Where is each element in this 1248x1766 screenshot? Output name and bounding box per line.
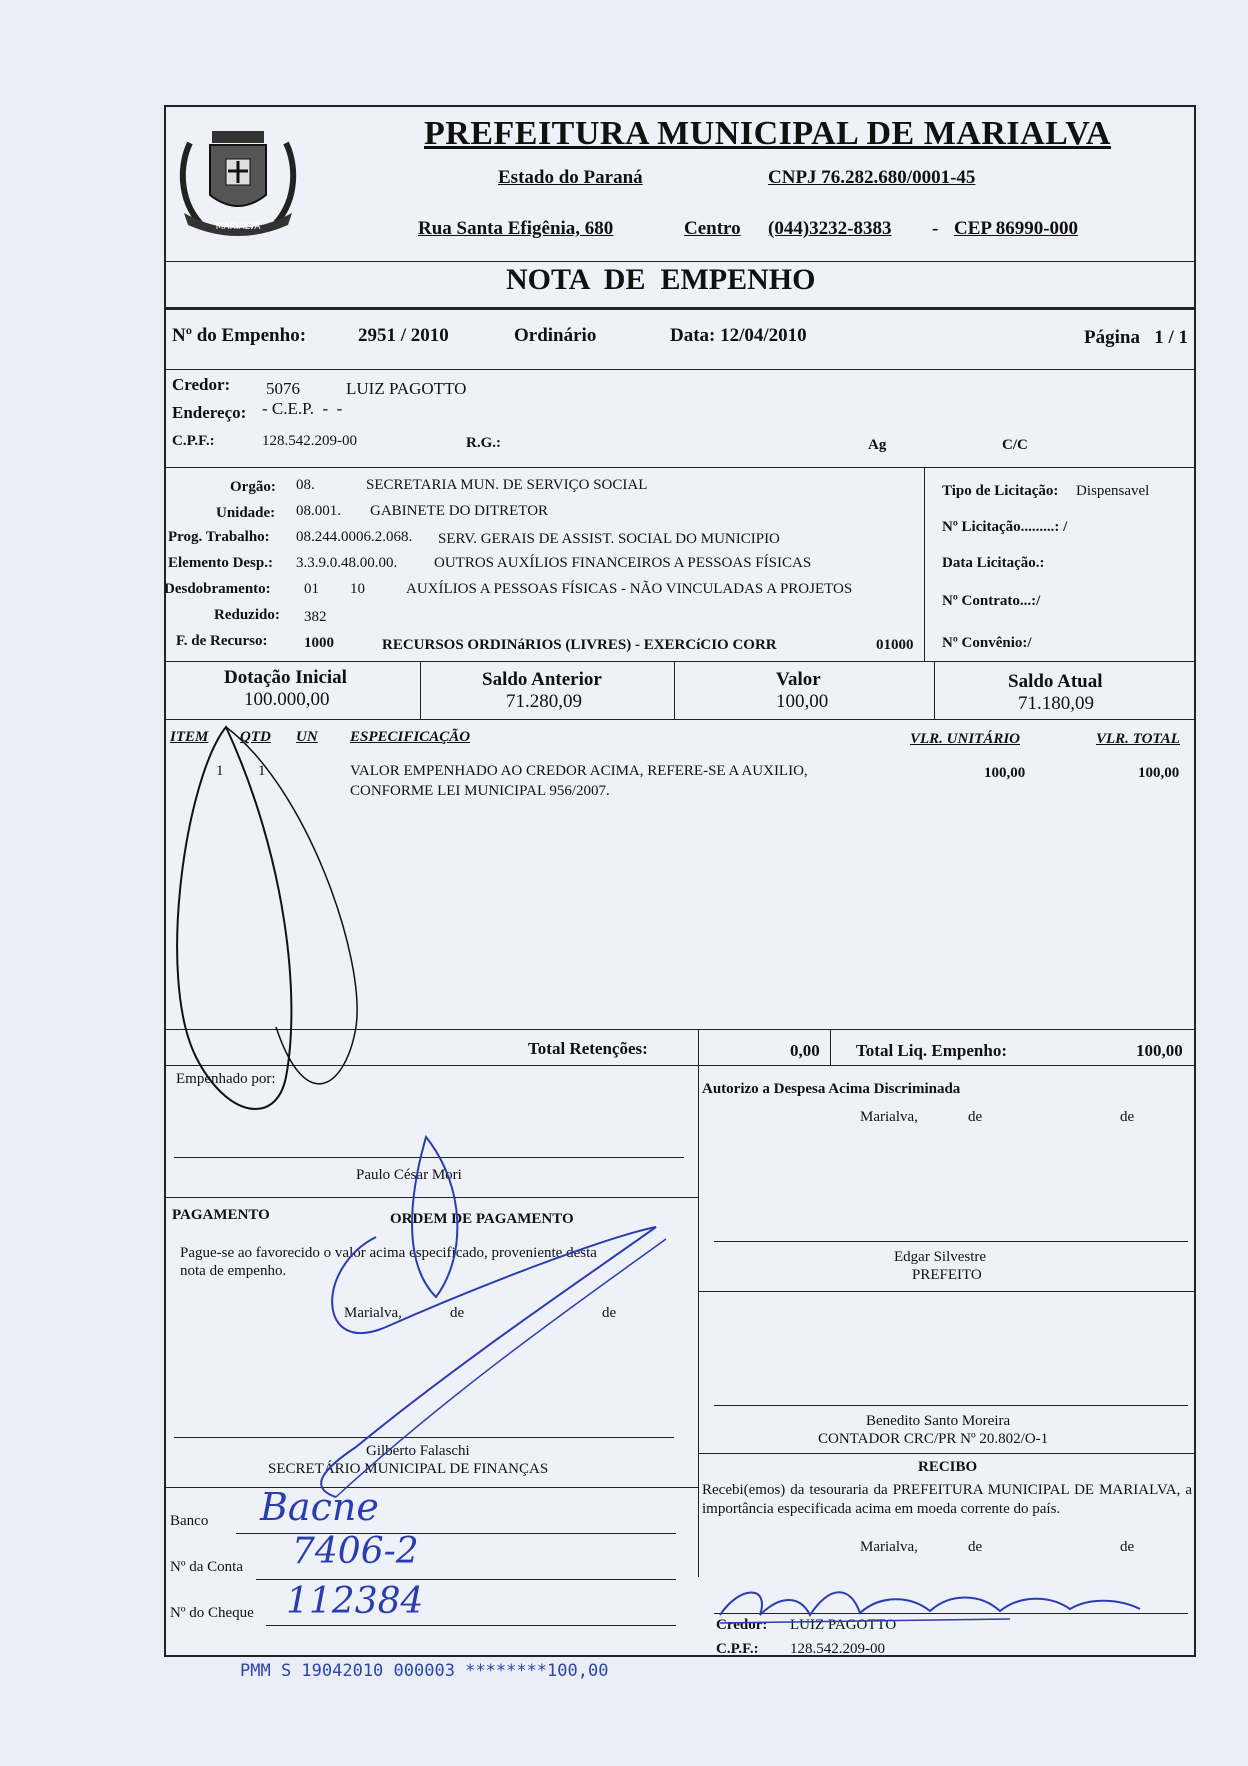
empenhado-por-label: Empenhado por:: [176, 1071, 276, 1087]
pagamento-text-line-2: nota de empenho.: [180, 1263, 287, 1279]
payment-stamp: PMM S 19042010 000003 ********100,00: [240, 1661, 609, 1681]
autorizo-de-2: de: [1120, 1109, 1135, 1125]
financas-role: SECRETÁRIO MUNICIPAL DE FINANÇAS: [268, 1461, 549, 1477]
licitacao-date: Data Licitação.:: [942, 555, 1045, 571]
signature-financas: [256, 1127, 756, 1547]
prog-trabalho-code: 08.244.0006.2.068.: [296, 529, 413, 545]
elemento-code: 3.3.9.0.48.00.00.: [296, 555, 398, 571]
recibo-credor-name: LUIZ PAGOTTO: [790, 1617, 897, 1633]
prefeito-role: PREFEITO: [912, 1267, 982, 1283]
banco-label: Banco: [170, 1513, 209, 1529]
cpf-label: C.P.F.:: [172, 433, 215, 449]
elemento-label: Elemento Desp.:: [168, 555, 273, 571]
autorizo-place: Marialva,: [860, 1109, 918, 1125]
item-number: 1: [216, 763, 224, 779]
recurso-code: 1000: [304, 635, 334, 651]
document-title: NOTA DE EMPENHO: [506, 263, 816, 296]
item-spec-line-1: VALOR EMPENHADO AO CREDOR ACIMA, REFERE-SE A AUXILIO,: [350, 763, 808, 779]
contador-role: CONTADOR CRC/PR Nº 20.802/O-1: [818, 1431, 1049, 1447]
cnpj-label: CNPJ 76.282.680/0001-45: [768, 167, 976, 188]
orgao-desc: SECRETARIA MUN. DE SERVIÇO SOCIAL: [366, 477, 648, 493]
address-cep: CEP 86990-000: [954, 218, 1079, 239]
recibo-text: Recebi(emos) da tesouraria da PREFEITURA MUNICIPAL DE MARIALVA, a importância especificada acima em moeda corrente do país.: [702, 1482, 1192, 1517]
recibo-title: RECIBO: [918, 1459, 978, 1475]
total-liq-label: Total Liq. Empenho:: [856, 1041, 1007, 1060]
saldo-atual-label: Saldo Atual: [1008, 671, 1103, 692]
dotacao-value: 100.000,00: [244, 689, 330, 710]
tipo-licitacao-label: Tipo de Licitação:: [942, 483, 1059, 499]
col-qtd: QTD: [240, 729, 271, 745]
pagamento-text-line-1: Pague-se ao favorecido o valor acima especificado, proveniente desta: [180, 1245, 597, 1261]
conta-value: 7406-2: [292, 1531, 419, 1572]
cc-label: C/C: [1002, 437, 1028, 453]
credor-label: Credor:: [172, 375, 231, 394]
desdobramento-code-1: 01: [304, 581, 319, 597]
recurso-desc: RECURSOS ORDINáRIOS (LIVRES) - EXERCíCIO CORR: [382, 637, 777, 653]
tipo-licitacao-value: Dispensavel: [1076, 483, 1150, 499]
col-item: ITEM: [170, 729, 209, 745]
saldo-anterior-label: Saldo Anterior: [482, 669, 602, 690]
address-phone: (044)3232-8383: [768, 218, 892, 239]
recibo-de-2: de: [1120, 1539, 1135, 1555]
endereco-value: - C.E.P. - -: [262, 399, 343, 418]
convenio-number: Nº Convênio:/: [942, 635, 1032, 651]
prefeitura-title: PREFEITURA MUNICIPAL DE MARIALVA: [424, 115, 1111, 152]
col-un: UN: [296, 729, 318, 745]
cpf-value: 128.542.209-00: [262, 433, 357, 449]
credor-name: LUIZ PAGOTTO: [346, 379, 467, 398]
endereco-label: Endereço:: [172, 403, 247, 422]
prog-trabalho-desc: SERV. GERAIS DE ASSIST. SOCIAL DO MUNICIPIO: [438, 531, 780, 547]
contrato-number: Nº Contrato...:/: [942, 593, 1041, 609]
unidade-label: Unidade:: [216, 505, 276, 521]
valor-label: Valor: [776, 669, 821, 690]
pagamento-label: PAGAMENTO: [172, 1207, 270, 1223]
ordem-pagamento-title: ORDEM DE PAGAMENTO: [390, 1211, 574, 1227]
dotacao-label: Dotação Inicial: [224, 667, 347, 688]
conta-label: Nº da Conta: [170, 1559, 243, 1575]
crest-logo: [170, 113, 306, 243]
empenho-number-label: Nº do Empenho:: [172, 325, 307, 346]
empenho-type: Ordinário: [514, 325, 597, 346]
cheque-value: 112384: [286, 1581, 424, 1622]
desdobramento-label: Desdobramento:: [164, 581, 271, 597]
saldo-anterior-value: 71.280,09: [506, 691, 582, 712]
total-liq-value: 100,00: [1136, 1041, 1183, 1060]
address-separator: -: [932, 218, 939, 239]
orgao-label: Orgão:: [230, 479, 276, 495]
autorizo-label: Autorizo a Despesa Acima Discriminada: [702, 1081, 961, 1097]
valor-value: 100,00: [776, 691, 829, 712]
cheque-label: Nº do Cheque: [170, 1605, 254, 1621]
recurso-code-2: 01000: [876, 637, 914, 653]
rg-label: R.G.:: [466, 435, 501, 451]
unidade-code: 08.001.: [296, 503, 341, 519]
recurso-label: F. de Recurso:: [176, 633, 268, 649]
unidade-desc: GABINETE DO DITRETOR: [370, 503, 549, 519]
saldo-atual-value: 71.180,09: [1018, 693, 1094, 714]
pagamento-de-1: de: [450, 1305, 465, 1321]
desdobramento-desc: AUXÍLIOS A PESSOAS FÍSICAS - NÃO VINCULADAS A PROJETOS: [406, 581, 853, 597]
signature-recibo: [710, 1575, 1150, 1635]
pagamento-de-2: de: [602, 1305, 617, 1321]
address-district: Centro: [684, 218, 741, 239]
prefeito-name: Edgar Silvestre: [894, 1249, 987, 1265]
col-especificacao: ESPECIFICAÇÃO: [350, 729, 471, 745]
recibo-de-1: de: [968, 1539, 983, 1555]
total-retencoes-value: 0,00: [790, 1041, 820, 1060]
reduzido-value: 382: [304, 609, 327, 625]
item-qtd: 1: [258, 763, 266, 779]
desdobramento-code-2: 10: [350, 581, 365, 597]
nota-de-empenho-form: [164, 105, 1196, 1657]
autorizo-de-1: de: [968, 1109, 983, 1125]
ag-label: Ag: [868, 437, 887, 453]
recibo-place: Marialva,: [860, 1539, 918, 1555]
col-vlr-unitario: VLR. UNITÁRIO: [910, 731, 1021, 747]
address-street: Rua Santa Efigênia, 680: [418, 218, 614, 239]
contador-name: Benedito Santo Moreira: [866, 1413, 1011, 1429]
item-unit-value: 100,00: [984, 765, 1026, 781]
empenhado-signer: Paulo César Mori: [356, 1167, 462, 1183]
total-retencoes-label: Total Retenções:: [528, 1039, 648, 1058]
empenho-number-value: 2951 / 2010: [358, 325, 449, 346]
reduzido-label: Reduzido:: [214, 607, 280, 623]
orgao-code: 08.: [296, 477, 315, 493]
banco-value: Bacne: [260, 1485, 379, 1529]
recibo-cpf-label: C.P.F.:: [716, 1641, 759, 1657]
pagamento-place: Marialva,: [344, 1305, 402, 1321]
licitacao-number: Nº Licitação.........: /: [942, 519, 1068, 535]
empenho-date: Data: 12/04/2010: [670, 325, 807, 346]
recibo-cpf-value: 128.542.209-00: [790, 1641, 885, 1657]
state-label: Estado do Paraná: [498, 167, 643, 188]
svg-text:MARIALVA: MARIALVA: [215, 222, 261, 232]
credor-code: 5076: [266, 379, 300, 398]
item-spec-line-2: CONFORME LEI MUNICIPAL 956/2007.: [350, 783, 610, 799]
col-vlr-total: VLR. TOTAL: [1096, 731, 1180, 747]
elemento-desc: OUTROS AUXÍLIOS FINANCEIROS A PESSOAS FÍSICAS: [434, 555, 812, 571]
item-total-value: 100,00: [1138, 765, 1180, 781]
recibo-credor-label: Credor:: [716, 1617, 768, 1633]
page-number: Página 1 / 1: [1084, 327, 1188, 348]
prog-trabalho-label: Prog. Trabalho:: [168, 529, 270, 545]
financas-signer: Gilberto Falaschi: [366, 1443, 470, 1459]
